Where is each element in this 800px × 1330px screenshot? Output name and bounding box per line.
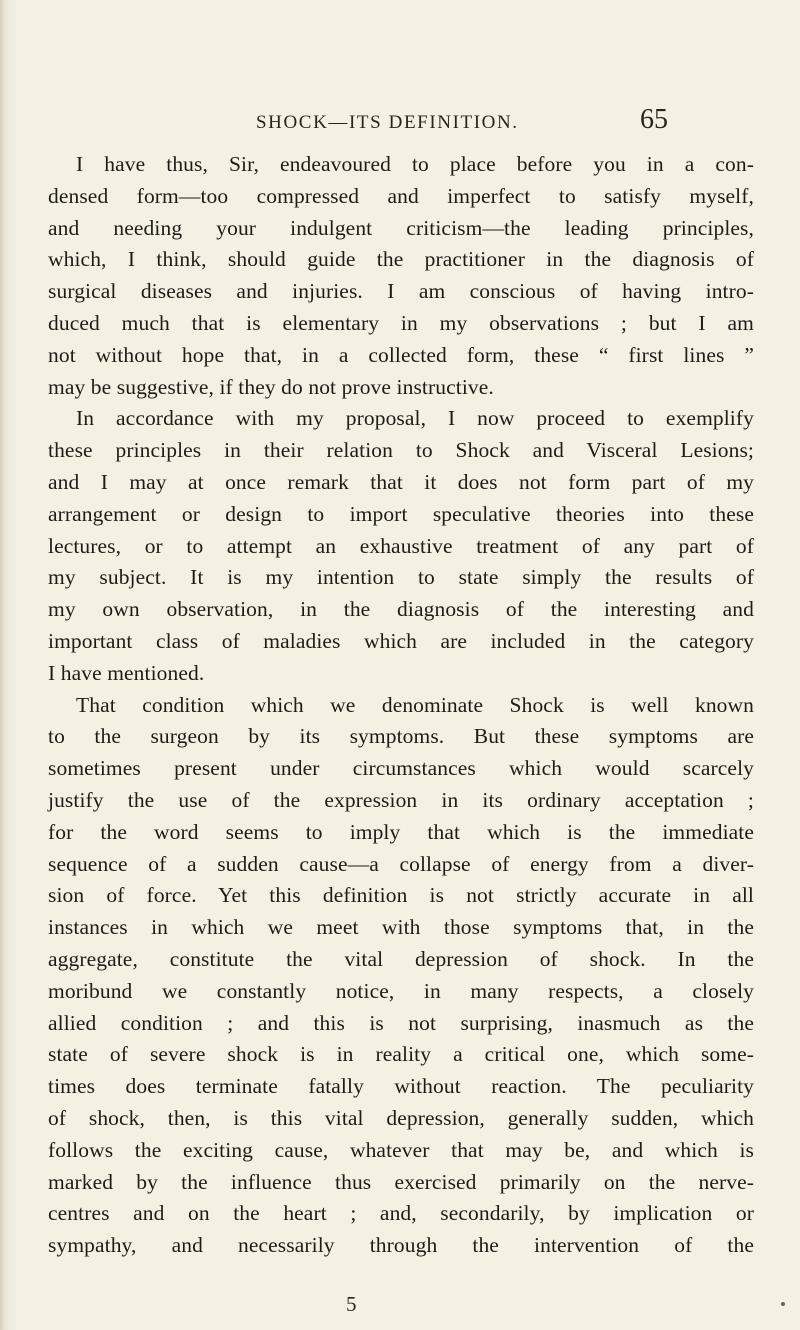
text-line: sion of force. Yet this definition is not strictly accurate in all — [48, 883, 754, 908]
text-line: moribund we constantly notice, in many respects, a closely — [48, 978, 754, 1003]
text-line: centres and on the heart ; and, secondarily, by implication or — [48, 1201, 754, 1226]
text-line: follows the exciting cause, whatever that may be, and which is — [48, 1137, 754, 1162]
text-line: which, I think, should guide the practitioner in the diagnosis of — [48, 247, 754, 272]
signature-mark: 5 — [346, 1292, 357, 1316]
text-line: In accordance with my proposal, I now proceed to exemplify — [76, 406, 754, 431]
text-line: state of severe shock is in reality a critical one, which some- — [48, 1042, 754, 1067]
text-line: times does terminate fatally without reaction. The peculiarity — [48, 1074, 754, 1099]
text-line: instances in which we meet with those symptoms that, in the — [48, 915, 754, 940]
text-line: marked by the influence thus exercised primarily on the nerve- — [48, 1169, 754, 1194]
body-text — [48, 149, 754, 1262]
text-line: sympathy, and necessarily through the intervention of the — [48, 1233, 754, 1258]
text-line: my own observation, in the diagnosis of the interesting and — [48, 597, 754, 622]
text-line: my subject. It is my intention to state simply the results of — [48, 565, 754, 590]
text-line: sequence of a sudden cause—a collapse of energy from a diver- — [48, 851, 754, 876]
text-line: sometimes present under circumstances which would scarcely — [48, 756, 754, 781]
text-line: aggregate, constitute the vital depression of shock. In the — [48, 946, 754, 971]
text-line: to the surgeon by its symptoms. But these symptoms are — [48, 724, 754, 749]
text-line: of shock, then, is this vital depression, generally sudden, which — [48, 1105, 754, 1130]
text-line: and needing your indulgent criticism—the leading principles, — [48, 215, 754, 240]
running-head — [0, 104, 800, 142]
text-line: surgical diseases and injuries. I am conscious of having intro- — [48, 279, 754, 304]
text-line: duced much that is elementary in my observations ; but I am — [48, 310, 754, 335]
text-line: for the word seems to imply that which is the immediate — [48, 819, 754, 844]
margin-dot — [781, 1302, 785, 1306]
text-line: these principles in their relation to Shock and Visceral Lesions; — [48, 438, 754, 463]
text-line: densed form—too compressed and imperfect to satisfy myself, — [48, 183, 754, 208]
text-line: not without hope that, in a collected form, these “ first lines ” — [48, 342, 754, 367]
text-line: lectures, or to attempt an exhaustive treatment of any part of — [48, 533, 754, 558]
text-line: and I may at once remark that it does not form part of my — [48, 469, 754, 494]
text-line: That condition which we denominate Shock is well known — [76, 692, 754, 717]
running-title: SHOCK—ITS DEFINITION. — [256, 112, 519, 133]
page-number: 65 — [640, 104, 668, 135]
text-line: I have thus, Sir, endeavoured to place before you in a con- — [76, 152, 754, 176]
text-line: I have mentioned. — [48, 660, 205, 685]
text-line: important class of maladies which are included in the category — [48, 628, 754, 653]
text-line: allied condition ; and this is not surprising, inasmuch as the — [48, 1010, 754, 1035]
text-line: arrangement or design to import speculative theories into these — [48, 501, 754, 526]
text-line: justify the use of the expression in its ordinary acceptation ; — [48, 787, 754, 812]
text-line: may be suggestive, if they do not prove instructive. — [48, 374, 494, 399]
page-spine-edge — [0, 0, 6, 1330]
